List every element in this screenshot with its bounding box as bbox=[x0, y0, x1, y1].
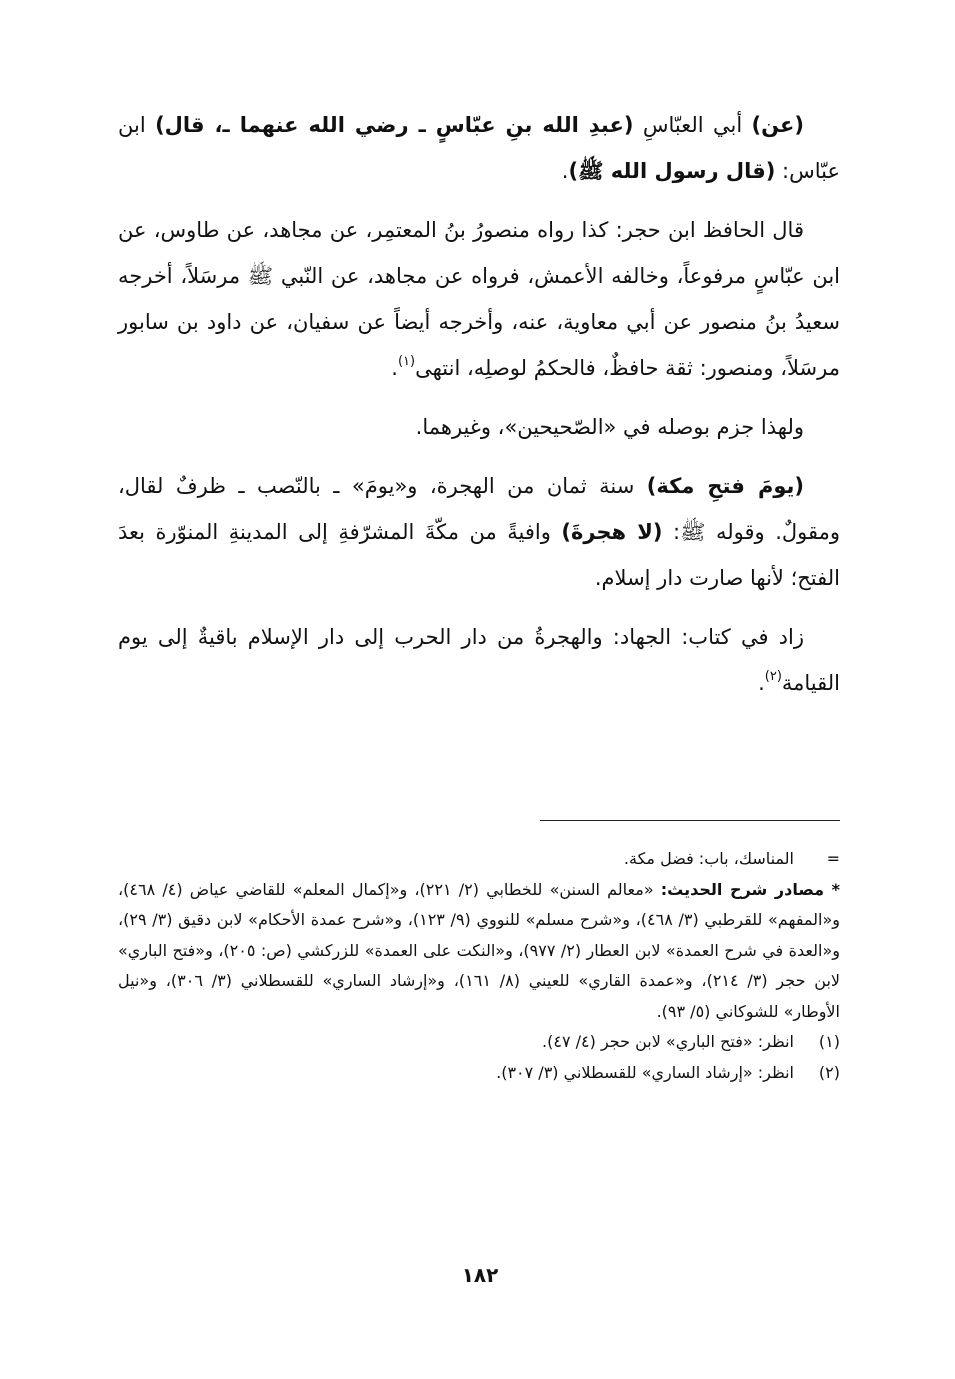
paragraph-1 bbox=[118, 102, 840, 194]
footnote-2 bbox=[118, 1058, 840, 1089]
footnote-number: (٢) bbox=[818, 1062, 840, 1082]
paragraph-text: زاد في كتاب: الجهاد: والهجرةُ من دار الحرب إلى دار الإسلام باقيةٌ إلى يوم القيامة bbox=[118, 625, 840, 695]
main-text bbox=[118, 102, 840, 719]
footnote-text: انظر: «فتح الباري» لابن حجر (٤/ ٤٧). bbox=[542, 1032, 794, 1051]
paragraph-text: قال الحافظ ابن حجر: كذا رواه منصورُ بنُ المعتمِر، عن مجاهد، عن طاوس، عن ابن عبّاسٍ مرفوعاً، وخالفه الأعمش، فرواه عن مجاهد، عن النّبي ﷺ مرسَلاً، أخرجه سعيدُ بنُ منصور عن أبي معاوية، عنه، وأخرجه أيضاً عن سفيان، عن داود بن سابور مرسَلاً، ومنصور: ثقة حافظٌ، فالحكمُ لوصلِه، انتهى bbox=[118, 218, 840, 380]
paragraph-text: . bbox=[391, 356, 398, 380]
paragraph-text: ابن عبّاس: bbox=[118, 113, 840, 183]
footnote-ref-2: (٢) bbox=[764, 669, 782, 684]
footnote-text: المناسك، باب: فضل مكة. bbox=[623, 849, 794, 868]
footnote-separator bbox=[540, 820, 840, 821]
paragraph-2 bbox=[118, 207, 840, 391]
bold-keyword: (عن) bbox=[751, 113, 804, 137]
paragraph-text: . bbox=[758, 671, 765, 695]
footnote-ref-1: (١) bbox=[397, 354, 416, 369]
paragraph-text: . bbox=[561, 159, 569, 183]
paragraph-text: سنة ثمان من الهجرة، و«يومَ» ـ بالنّصب ـ ظرفٌ لقال، ومقولٌ. وقوله ﷺ: bbox=[118, 474, 840, 544]
footnote-number: (١) bbox=[818, 1032, 840, 1051]
paragraph-text: ولهذا جزم بوصله في «الصّحيحين»، وغيرهما. bbox=[415, 415, 804, 439]
paragraph-3 bbox=[118, 404, 840, 450]
sources-heading: * مصادر شرح الحديث: bbox=[660, 879, 841, 899]
paragraph-5 bbox=[118, 614, 840, 706]
footnote-1 bbox=[118, 1027, 840, 1058]
bold-keyword: (لا هجرةَ) bbox=[561, 520, 663, 544]
paragraph-text: وافيةً من مكّةَ المشرّفةِ إلى المدينةِ المنوّرة بعدَ الفتح؛ لأنها صارت دار إسلام. bbox=[118, 520, 840, 590]
continuation-mark: = bbox=[826, 849, 840, 868]
paragraph-4 bbox=[118, 463, 840, 601]
page-number: ١٨٢ bbox=[461, 1263, 499, 1287]
sources-text: «معالم السنن» للخطابي (٢/ ٢٢١)، و«إكمال المعلم» للقاضي عياض (٤/ ٤٦٨)، و«المفهم» للقرطبي (٣/ ٤٦٨)، و«شرح مسلم» للنووي (٩/ ١٢٣)، و«شرح عمدة الأحكام» لابن دقيق (٣/ ٢٩)، و«العدة في شرح العمدة» لابن العطار (٢/ ٩٧٧)، و«النكت على العمدة» للزركشي (ص: ٢٠٥)، و«فتح الباري» لابن حجر (٣/ ٢١٤)، و«عمدة القاري» للعيني (٨/ ١٦١)، و«إرشاد الساري» للقسطلاني (٣/ ٣٠٦)، و«نيل الأوطار» للشوكاني (٥/ ٩٣). bbox=[118, 879, 841, 1021]
footnote-text: انظر: «إرشاد الساري» للقسطلاني (٣/ ٣٠٧). bbox=[496, 1062, 794, 1082]
footnote-continuation bbox=[118, 844, 840, 875]
footnotes bbox=[118, 844, 840, 1088]
paragraph-text: أبي العبّاسِ bbox=[633, 113, 752, 137]
bold-keyword: (يومَ فتحِ مكة) bbox=[646, 474, 805, 498]
bold-narrator: (عبدِ الله بنِ عبّاسٍ ـ رضي الله عنهما ـ، قال) bbox=[155, 113, 634, 137]
bold-quote: (قال رسول الله ﷺ) bbox=[568, 159, 776, 183]
sources-note bbox=[118, 875, 840, 1028]
